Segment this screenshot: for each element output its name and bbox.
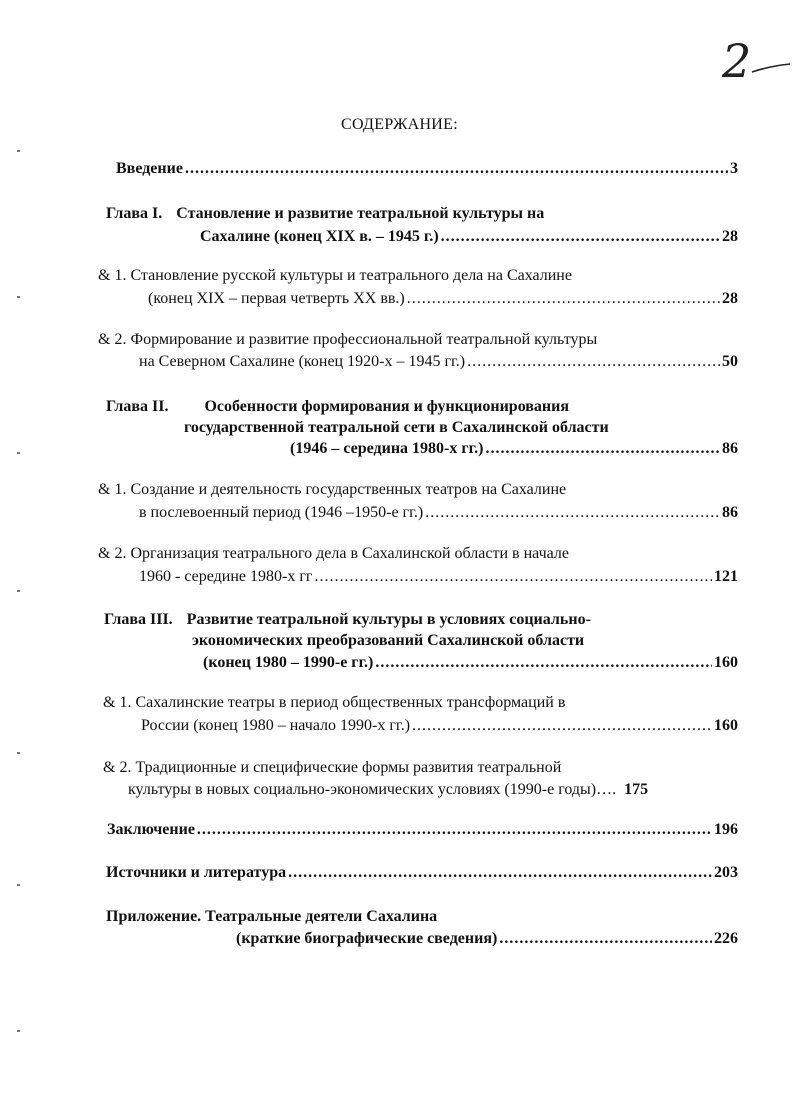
dot-leader <box>467 351 720 373</box>
chapter-title-line1: Становление и развитие театральной культуры на <box>176 205 545 222</box>
toc-chapter1-line2[interactable] <box>200 226 738 248</box>
chapter-title-line3: (1946 – середина 1980-х гг.) <box>290 440 484 457</box>
toc-ch3-section1-line2[interactable] <box>141 715 738 737</box>
dot-leader <box>499 928 712 950</box>
toc-page: 160 <box>714 717 738 734</box>
toc-ch3-section1-line1[interactable]: & 1. Сахалинские театры в период общественных трансформаций в <box>103 694 566 711</box>
toc-ch3-section2-line2[interactable] <box>128 779 648 801</box>
toc-chapter3-heading[interactable] <box>104 609 591 631</box>
toc-label: Введение <box>116 160 183 177</box>
margin-speck <box>17 150 20 152</box>
toc-page: 226 <box>714 930 738 947</box>
chapter-title-line2: Сахалине (конец XIX в. – 1945 г.) <box>200 228 439 245</box>
toc-ch2-section2-line2[interactable] <box>139 566 738 588</box>
dot-leader <box>185 158 728 180</box>
toc-chapter2-line2[interactable]: государственной театральной сети в Сахалинской области <box>184 419 609 436</box>
toc-page: 160 <box>714 654 738 671</box>
dot-leader <box>375 652 712 674</box>
chapter-label: Глава III. <box>104 611 173 628</box>
toc-page: 28 <box>722 290 738 307</box>
dot-leader <box>441 226 720 248</box>
toc-page: 50 <box>722 353 738 370</box>
handwritten-stroke <box>712 36 792 86</box>
chapter-label: Глава I. <box>106 205 163 222</box>
toc-chapter1-heading[interactable] <box>106 203 544 225</box>
chapter-title-line1: Развитие театральной культуры в условиях социально- <box>186 611 591 628</box>
toc-chapter2-line3[interactable] <box>290 438 738 460</box>
margin-speck <box>17 884 20 886</box>
toc-page: 196 <box>714 821 738 838</box>
margin-speck <box>17 590 20 592</box>
toc-chapter3-line2[interactable]: экономических преобразований Сахалинской области <box>192 632 585 649</box>
chapter-label: Глава II. <box>106 398 169 415</box>
toc-ch2-section1-line1[interactable]: & 1. Создание и деятельность государственных театров на Сахалине <box>98 481 567 498</box>
margin-speck <box>17 296 20 298</box>
toc-page: 3 <box>730 160 738 177</box>
toc-page: 121 <box>714 568 738 585</box>
toc-entry-sources[interactable] <box>106 862 738 884</box>
toc-appendix-line2[interactable] <box>236 928 738 950</box>
toc-ch2-section2-line1[interactable]: & 2. Организация театрального дела в Сахалинской области в начале <box>98 545 569 562</box>
margin-speck <box>17 752 20 754</box>
toc-page: 203 <box>714 864 738 881</box>
margin-speck <box>17 452 20 454</box>
dot-leader <box>412 715 712 737</box>
dot-leader <box>288 862 712 884</box>
section-title-line2: на Северном Сахалине (конец 1920-х – 1945 гг.) <box>139 353 466 370</box>
toc-entry-intro[interactable] <box>116 158 738 180</box>
dot-leader <box>314 566 712 588</box>
toc-chapter2-heading[interactable] <box>106 396 569 418</box>
toc-ch1-section2-line1[interactable]: & 2. Формирование и развитие профессиональной театральной культуры <box>98 331 598 348</box>
toc-ch1-section2-line2[interactable] <box>139 351 738 373</box>
toc-label: Источники и литература <box>106 864 287 881</box>
dot-leader <box>485 438 720 460</box>
dot-leader <box>407 288 720 310</box>
appendix-title-line2: (краткие биографические сведения) <box>236 930 498 947</box>
section-title-line2: культуры в новых социально-экономических условиях (1990-е годы)…. <box>128 781 617 798</box>
toc-ch3-section2-line1[interactable]: & 2. Традиционные и специфические формы развития театральной <box>103 759 562 776</box>
handwritten-page-number <box>712 36 792 86</box>
section-title-line2: в послевоенный период (1946 –1950-е гг.) <box>139 504 424 521</box>
toc-page: 28 <box>722 228 738 245</box>
chapter-title-line3: (конец 1980 – 1990-е гг.) <box>203 654 374 671</box>
chapter-title-line1: Особенности формирования и функционирования <box>204 398 570 415</box>
handwritten-digit: 2 <box>722 34 752 88</box>
toc-ch1-section1-line1[interactable]: & 1. Становление русской культуры и театрального дела на Сахалине <box>98 267 572 284</box>
dot-leader <box>197 819 712 841</box>
margin-speck <box>17 1030 20 1032</box>
toc-page: 86 <box>722 440 738 457</box>
toc-entry-conclusion[interactable] <box>107 819 738 841</box>
toc-label: Заключение <box>107 821 195 838</box>
toc-page: 86 <box>722 504 738 521</box>
toc-page: 175 <box>624 781 649 798</box>
toc-title: СОДЕРЖАНИЕ: <box>341 116 458 133</box>
section-title-line2: 1960 - середине 1980-х гг <box>139 568 313 585</box>
dot-leader <box>425 502 720 524</box>
section-title-line2: (конец XIX – первая четверть XX вв.) <box>148 290 405 307</box>
toc-ch1-section1-line2[interactable] <box>148 288 738 310</box>
section-title-line2: России (конец 1980 – начало 1990-х гг.) <box>141 717 411 734</box>
toc-chapter3-line3[interactable] <box>203 652 738 674</box>
toc-appendix-line1[interactable]: Приложение. Театральные деятели Сахалина <box>106 908 438 925</box>
toc-ch2-section1-line2[interactable] <box>139 502 738 524</box>
